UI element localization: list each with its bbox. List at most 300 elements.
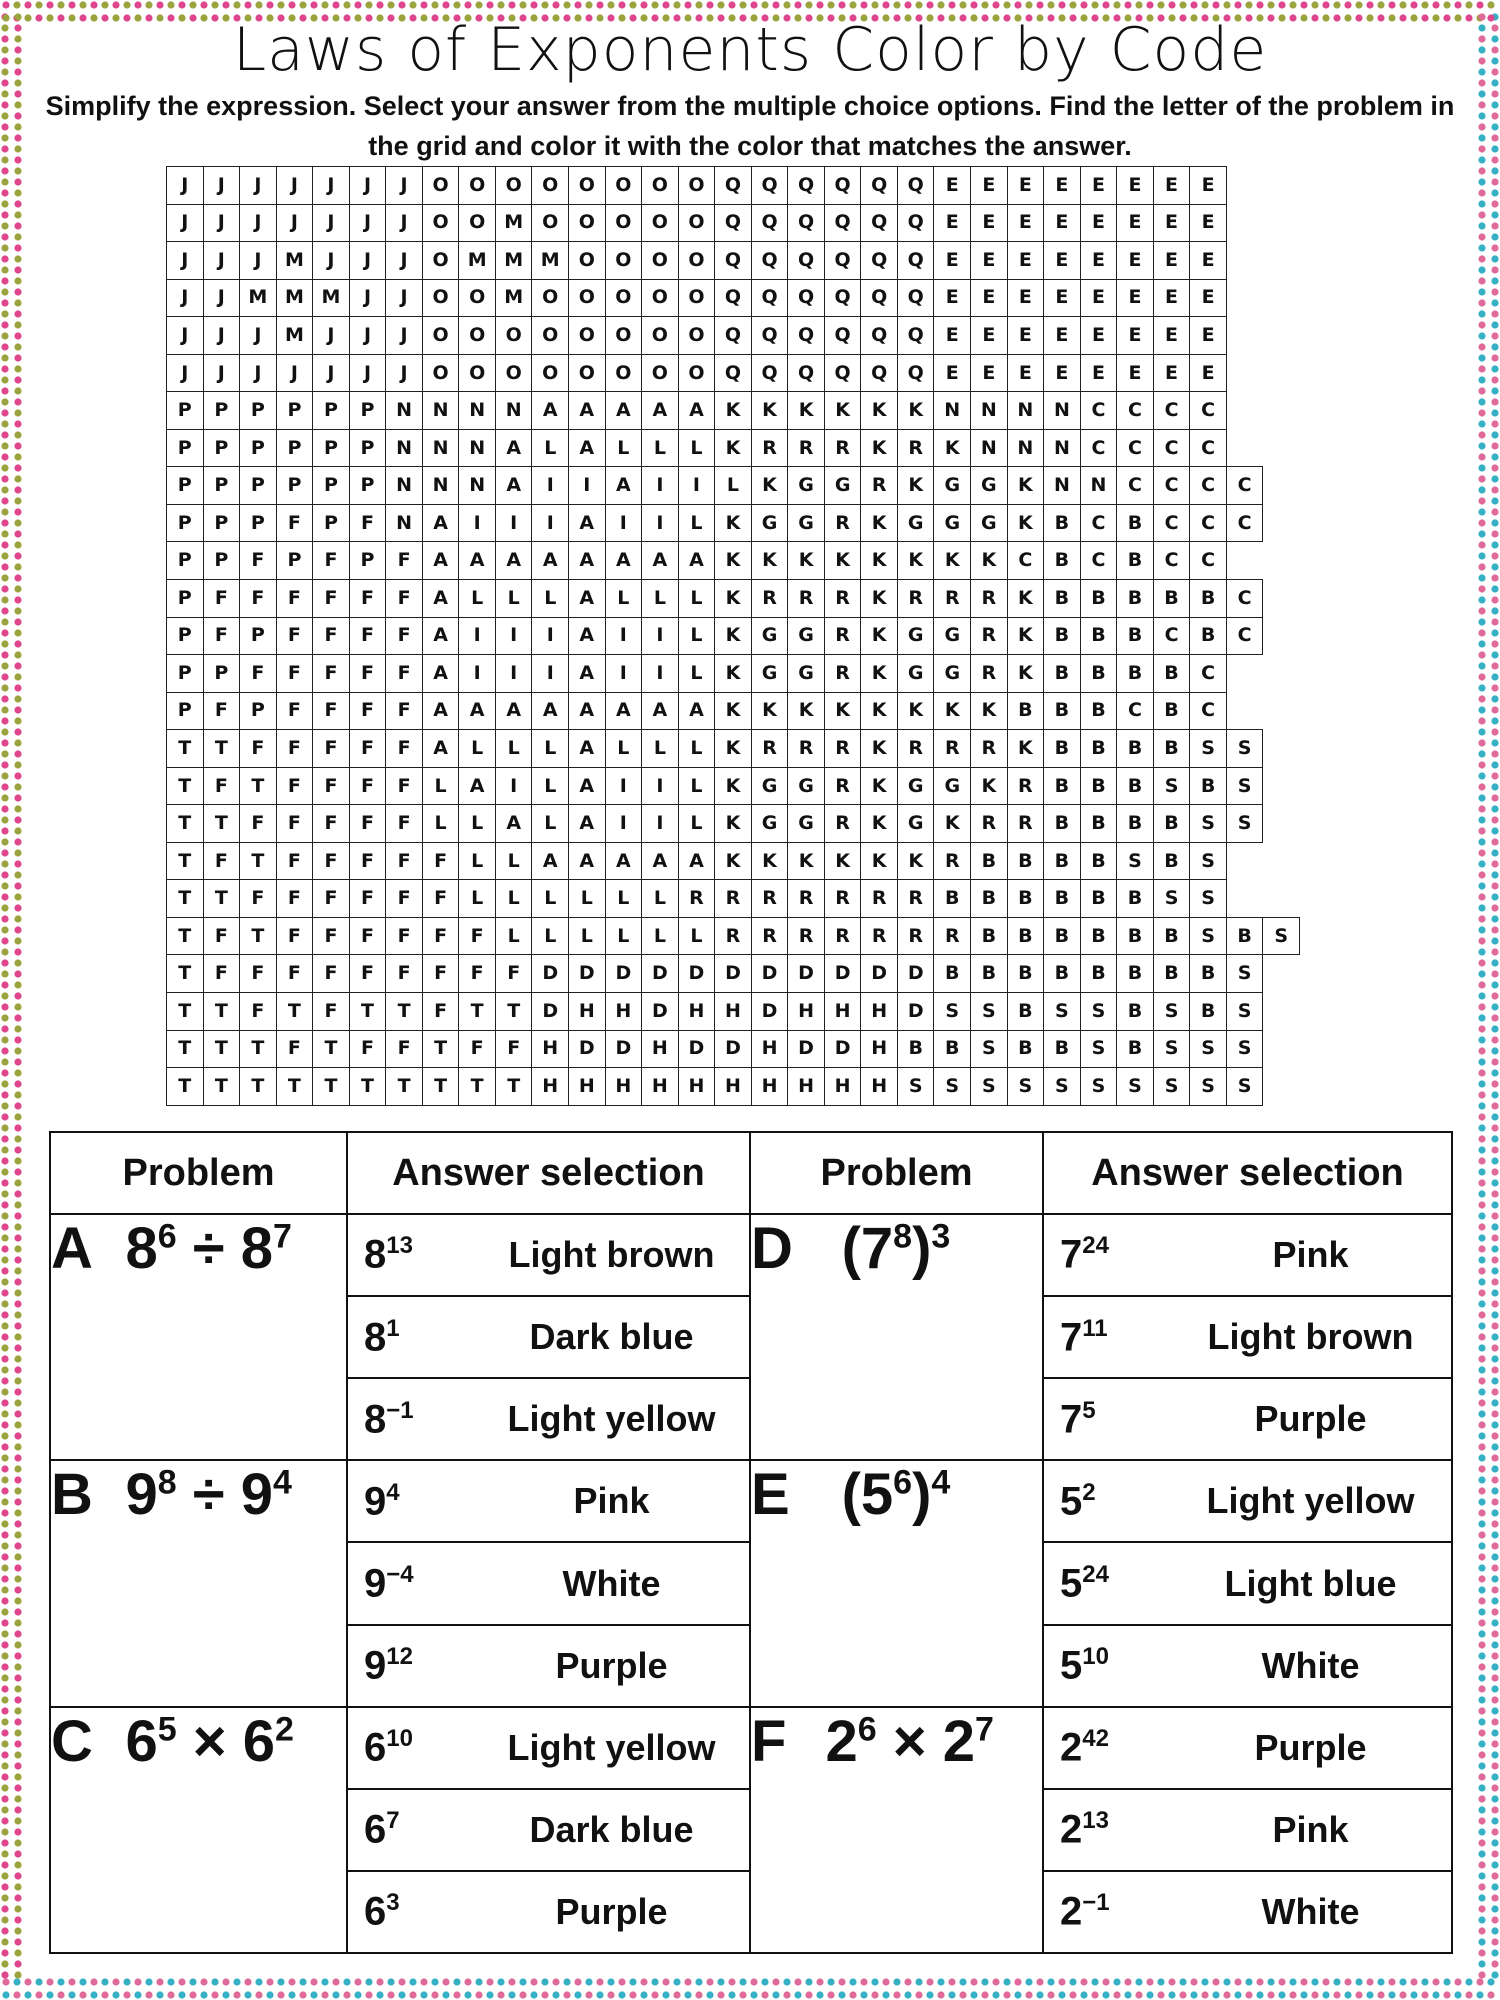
border-dot <box>1478 1751 1485 1758</box>
border-dot <box>1491 145 1498 152</box>
grid-row <box>167 730 1300 768</box>
border-dot <box>574 1991 581 1998</box>
border-dot <box>1421 1991 1428 1998</box>
answer-option: $6^7$ Dark blue <box>347 1789 750 1871</box>
grid-cell: S <box>1190 842 1227 880</box>
border-dot <box>14 673 21 680</box>
border-dot <box>1478 277 1485 284</box>
grid-cell: F <box>495 955 532 993</box>
border-dot <box>1491 233 1498 240</box>
border-dot <box>14 838 21 845</box>
border-dot <box>1478 409 1485 416</box>
grid-cell: L <box>642 429 679 467</box>
border-dot <box>1491 1850 1498 1857</box>
border-dot <box>1 112 8 119</box>
grid-cell: B <box>1226 917 1263 955</box>
grid-cell: E <box>1080 167 1117 205</box>
grid-cell: J <box>349 204 386 242</box>
grid-cell: F <box>313 842 350 880</box>
border-dot <box>1245 1991 1252 1998</box>
border-dot <box>1478 376 1485 383</box>
grid-cell: J <box>313 354 350 392</box>
border-dot <box>1478 519 1485 526</box>
answer-option: $6^3$ Purple <box>347 1871 750 1953</box>
border-dot <box>14 1806 21 1813</box>
border-dot <box>1014 1 1021 8</box>
border-dot <box>1124 1978 1131 1985</box>
border-dot <box>14 1630 21 1637</box>
border-dot <box>14 1168 21 1175</box>
grid-cell: B <box>1153 805 1190 843</box>
grid-cell: F <box>386 542 423 580</box>
border-dot <box>1289 1 1296 8</box>
border-dot <box>1344 1 1351 8</box>
grid-cell: E <box>1153 167 1190 205</box>
color-grid <box>166 166 1300 1106</box>
border-dot <box>1491 189 1498 196</box>
grid-row <box>167 392 1300 430</box>
border-dot <box>992 1978 999 1985</box>
grid-cell: J <box>313 167 350 205</box>
border-dot <box>442 1 449 8</box>
grid-cell: J <box>167 167 204 205</box>
border-dot <box>1 849 8 856</box>
border-dot <box>1478 1971 1485 1978</box>
grid-cell: J <box>240 354 277 392</box>
grid-cell: T <box>240 842 277 880</box>
grid-cell: P <box>167 617 204 655</box>
grid-cell: S <box>1226 1030 1263 1068</box>
grid-cell: L <box>605 580 642 618</box>
grid-cell: R <box>934 580 971 618</box>
border-dot <box>101 1 108 8</box>
border-dot <box>1 145 8 152</box>
grid-cell: D <box>532 993 569 1031</box>
border-dot <box>915 1978 922 1985</box>
grid-cell: R <box>971 805 1008 843</box>
border-dot <box>1478 431 1485 438</box>
grid-cell: P <box>313 504 350 542</box>
grid-cell: R <box>934 917 971 955</box>
grid-cell: P <box>240 392 277 430</box>
border-dot <box>1 970 8 977</box>
border-dot <box>673 1978 680 1985</box>
border-dot <box>14 200 21 207</box>
border-dot <box>1491 1894 1498 1901</box>
grid-cell: J <box>386 242 423 280</box>
border-dot <box>453 1 460 8</box>
border-dot <box>332 1991 339 1998</box>
border-dot <box>14 277 21 284</box>
grid-cell: Q <box>897 279 934 317</box>
grid-cell: O <box>642 354 679 392</box>
grid-cell: T <box>422 1068 459 1106</box>
border-dot <box>233 1 240 8</box>
answer-option: $5^{24}$ Light blue <box>1043 1542 1452 1624</box>
border-dot <box>783 1 790 8</box>
border-dot <box>1 651 8 658</box>
border-dot <box>1478 937 1485 944</box>
border-dot <box>1 816 8 823</box>
border-dot <box>343 1 350 8</box>
border-dot <box>1478 1696 1485 1703</box>
grid-cell: E <box>1153 317 1190 355</box>
grid-cell: M <box>495 204 532 242</box>
border-dot <box>497 1 504 8</box>
problem-letter: E <box>751 1462 790 1528</box>
border-dot <box>1478 1927 1485 1934</box>
grid-cell: K <box>971 767 1008 805</box>
border-dot <box>1491 1157 1498 1164</box>
border-dot <box>14 1608 21 1615</box>
border-dot <box>1091 1978 1098 1985</box>
grid-cell: Q <box>861 279 898 317</box>
border-dot <box>14 750 21 757</box>
grid-cell: Q <box>751 354 788 392</box>
border-dot <box>14 145 21 152</box>
grid-cell: N <box>386 429 423 467</box>
border-dot <box>1478 453 1485 460</box>
border-dot <box>1256 1978 1263 1985</box>
grid-cell: F <box>276 580 313 618</box>
grid-cell: N <box>386 504 423 542</box>
border-dot <box>893 1978 900 1985</box>
grid-cell: T <box>313 1068 350 1106</box>
border-dot <box>14 1322 21 1329</box>
border-dot <box>508 1 515 8</box>
border-dot <box>14 134 21 141</box>
border-dot <box>1 1674 8 1681</box>
border-dot <box>1 1146 8 1153</box>
problem-expression: $2^6 \times 2^7$ <box>825 1708 994 1774</box>
grid-cell: S <box>1190 805 1227 843</box>
grid-cell: F <box>349 617 386 655</box>
border-dot <box>871 1978 878 1985</box>
grid-cell: F <box>313 767 350 805</box>
border-dot <box>805 1991 812 1998</box>
grid-cell: A <box>495 467 532 505</box>
border-dot <box>1234 1 1241 8</box>
border-dot <box>1491 1927 1498 1934</box>
grid-cell: S <box>897 1068 934 1106</box>
grid-cell: H <box>861 1068 898 1106</box>
grid-cell: M <box>459 242 496 280</box>
border-dot <box>1036 1 1043 8</box>
grid-cell: J <box>313 242 350 280</box>
border-dot <box>1 1619 8 1626</box>
border-dot <box>1 1036 8 1043</box>
grid-cell: F <box>459 917 496 955</box>
border-dot <box>1478 1058 1485 1065</box>
border-dot <box>684 1 691 8</box>
grid-cell: A <box>422 617 459 655</box>
border-dot <box>1491 684 1498 691</box>
grid-cell: D <box>897 993 934 1031</box>
border-dot <box>761 1978 768 1985</box>
grid-cell: K <box>861 617 898 655</box>
grid-cell: N <box>1080 467 1117 505</box>
border-dot <box>1 1641 8 1648</box>
border-dot <box>1491 1366 1498 1373</box>
grid-cell: A <box>569 655 606 693</box>
grid-cell: O <box>678 242 715 280</box>
border-dot <box>1003 1 1010 8</box>
grid-cell: R <box>897 429 934 467</box>
grid-cell: J <box>203 204 240 242</box>
border-dot <box>1478 552 1485 559</box>
grid-cell: Q <box>897 317 934 355</box>
border-dot <box>68 1978 75 1985</box>
border-dot <box>739 1991 746 1998</box>
border-dot <box>1491 1212 1498 1219</box>
grid-cell: F <box>240 730 277 768</box>
grid-cell: P <box>349 542 386 580</box>
border-dot <box>673 1991 680 1998</box>
border-dot <box>607 1978 614 1985</box>
grid-cell: B <box>1044 955 1081 993</box>
border-dot <box>14 1421 21 1428</box>
grid-cell: C <box>1080 542 1117 580</box>
table-header-row <box>50 1132 1452 1214</box>
grid-cell: H <box>678 993 715 1031</box>
grid-cell: D <box>532 955 569 993</box>
border-dot <box>1 1762 8 1769</box>
grid-cell: F <box>313 692 350 730</box>
border-dot <box>1 882 8 889</box>
grid-cell: O <box>422 354 459 392</box>
border-dot <box>1478 354 1485 361</box>
grid-row <box>167 242 1300 280</box>
grid-row <box>167 429 1300 467</box>
border-dot <box>409 1991 416 1998</box>
grid-cell: B <box>1007 880 1044 918</box>
border-dot <box>156 1978 163 1985</box>
border-dot <box>1478 1212 1485 1219</box>
border-dot <box>1 1300 8 1307</box>
border-dot <box>14 783 21 790</box>
border-dot <box>926 1 933 8</box>
grid-cell: I <box>495 655 532 693</box>
border-dot <box>816 1978 823 1985</box>
border-dot <box>1157 1978 1164 1985</box>
border-dot <box>618 1978 625 1985</box>
border-dot <box>1 1927 8 1934</box>
border-dot <box>893 1991 900 1998</box>
border-dot <box>1 464 8 471</box>
grid-cell: S <box>1226 993 1263 1031</box>
border-dot <box>442 1978 449 1985</box>
grid-cell: N <box>422 467 459 505</box>
grid-cell: B <box>1044 730 1081 768</box>
grid-cell: J <box>203 279 240 317</box>
border-dot <box>1069 1978 1076 1985</box>
grid-cell: B <box>1044 542 1081 580</box>
border-dot <box>695 1991 702 1998</box>
grid-cell: B <box>1117 880 1154 918</box>
border-dot <box>1 398 8 405</box>
border-dot <box>1047 1978 1054 1985</box>
border-dot <box>1 1916 8 1923</box>
border-dot <box>1478 871 1485 878</box>
border-dot <box>1478 1168 1485 1175</box>
border-dot <box>1223 1 1230 8</box>
border-dot <box>1465 1978 1472 1985</box>
border-dot <box>1491 1036 1498 1043</box>
grid-cell: E <box>934 204 971 242</box>
border-dot <box>1 1476 8 1483</box>
border-dot <box>310 1991 317 1998</box>
grid-cell: T <box>167 917 204 955</box>
border-dot <box>1478 1091 1485 1098</box>
grid-cell: S <box>1190 880 1227 918</box>
grid-cell: B <box>1117 504 1154 542</box>
border-dot <box>640 1 647 8</box>
border-dot <box>1491 1586 1498 1593</box>
grid-cell: R <box>715 917 752 955</box>
border-dot <box>14 1157 21 1164</box>
border-dot <box>1 1553 8 1560</box>
border-dot <box>1355 1 1362 8</box>
grid-cell: C <box>1080 392 1117 430</box>
border-dot <box>1491 596 1498 603</box>
border-dot <box>486 1 493 8</box>
border-dot <box>1478 497 1485 504</box>
grid-cell: B <box>1080 730 1117 768</box>
border-dot <box>1478 761 1485 768</box>
border-dot <box>1 1707 8 1714</box>
border-dot <box>14 1883 21 1890</box>
grid-cell: O <box>532 279 569 317</box>
border-dot <box>1080 1 1087 8</box>
border-dot <box>1478 1157 1485 1164</box>
grid-cell: L <box>678 429 715 467</box>
border-dot <box>14 376 21 383</box>
border-dot <box>1245 1978 1252 1985</box>
grid-cell: G <box>934 655 971 693</box>
problem-expression: $9^8 \div 9^4$ <box>125 1462 292 1528</box>
border-dot <box>14 1971 21 1978</box>
grid-cell: C <box>1153 504 1190 542</box>
border-dot <box>1491 1839 1498 1846</box>
border-dot <box>101 1978 108 1985</box>
border-dot <box>1476 1 1483 8</box>
border-dot <box>1 519 8 526</box>
grid-cell: A <box>422 730 459 768</box>
grid-cell: S <box>1226 767 1263 805</box>
grid-cell: K <box>715 580 752 618</box>
border-dot <box>530 1978 537 1985</box>
border-dot <box>1478 1861 1485 1868</box>
border-dot <box>1478 222 1485 229</box>
grid-cell: D <box>642 955 679 993</box>
grid-cell: G <box>788 467 825 505</box>
grid-cell: F <box>203 617 240 655</box>
grid-cell: T <box>349 993 386 1031</box>
problem-a-cell <box>50 1214 347 1460</box>
border-dot <box>1 1432 8 1439</box>
grid-cell: Q <box>715 279 752 317</box>
border-dot <box>266 1978 273 1985</box>
grid-cell: G <box>788 617 825 655</box>
border-dot <box>14 1234 21 1241</box>
border-dot <box>189 1 196 8</box>
problem-e-cell <box>750 1460 1043 1706</box>
border-dot <box>1491 1432 1498 1439</box>
grid-cell: O <box>569 317 606 355</box>
grid-cell: J <box>167 317 204 355</box>
grid-cell: F <box>240 805 277 843</box>
grid-cell: C <box>1153 617 1190 655</box>
border-dot <box>1003 1991 1010 1998</box>
border-dot <box>14 1047 21 1054</box>
border-dot <box>387 1 394 8</box>
grid-cell: B <box>971 880 1008 918</box>
grid-cell: S <box>1117 1068 1154 1106</box>
border-dot <box>1491 1960 1498 1967</box>
grid-cell: L <box>678 580 715 618</box>
border-dot <box>14 728 21 735</box>
grid-cell: J <box>167 279 204 317</box>
border-dot <box>1491 1223 1498 1230</box>
grid-cell: R <box>897 580 934 618</box>
grid-cell: S <box>1044 993 1081 1031</box>
border-dot <box>1478 1509 1485 1516</box>
grid-cell: T <box>495 1068 532 1106</box>
border-dot <box>1491 662 1498 669</box>
grid-cell: J <box>276 204 313 242</box>
border-dot <box>1478 442 1485 449</box>
border-dot <box>1491 530 1498 537</box>
border-dot <box>321 1978 328 1985</box>
grid-cell: T <box>240 767 277 805</box>
border-dot <box>14 453 21 460</box>
grid-cell: O <box>642 167 679 205</box>
border-dot <box>607 1991 614 1998</box>
border-dot <box>14 343 21 350</box>
border-dot <box>14 1861 21 1868</box>
border-dot <box>35 1991 42 1998</box>
grid-cell: K <box>715 392 752 430</box>
border-dot <box>14 992 21 999</box>
grid-cell: K <box>715 842 752 880</box>
border-dot <box>35 1978 42 1985</box>
border-dot <box>167 1978 174 1985</box>
border-dot <box>1491 1454 1498 1461</box>
border-dot <box>1491 1564 1498 1571</box>
border-dot <box>1179 1 1186 8</box>
grid-cell: B <box>1153 917 1190 955</box>
border-dot <box>1478 1003 1485 1010</box>
border-dot <box>519 1978 526 1985</box>
grid-cell: R <box>788 429 825 467</box>
border-dot <box>1478 1333 1485 1340</box>
grid-cell: A <box>569 730 606 768</box>
grid-cell: F <box>276 805 313 843</box>
border-dot <box>1 167 8 174</box>
border-dot <box>1491 1421 1498 1428</box>
border-dot <box>14 1256 21 1263</box>
border-dot <box>1333 1 1340 8</box>
border-dot <box>1478 596 1485 603</box>
grid-cell: O <box>495 167 532 205</box>
grid-cell: F <box>349 1030 386 1068</box>
grid-cell: I <box>642 767 679 805</box>
border-dot <box>1491 706 1498 713</box>
border-dot <box>1 1333 8 1340</box>
border-dot <box>2 1978 9 1985</box>
grid-cell: F <box>313 580 350 618</box>
border-dot <box>134 1978 141 1985</box>
